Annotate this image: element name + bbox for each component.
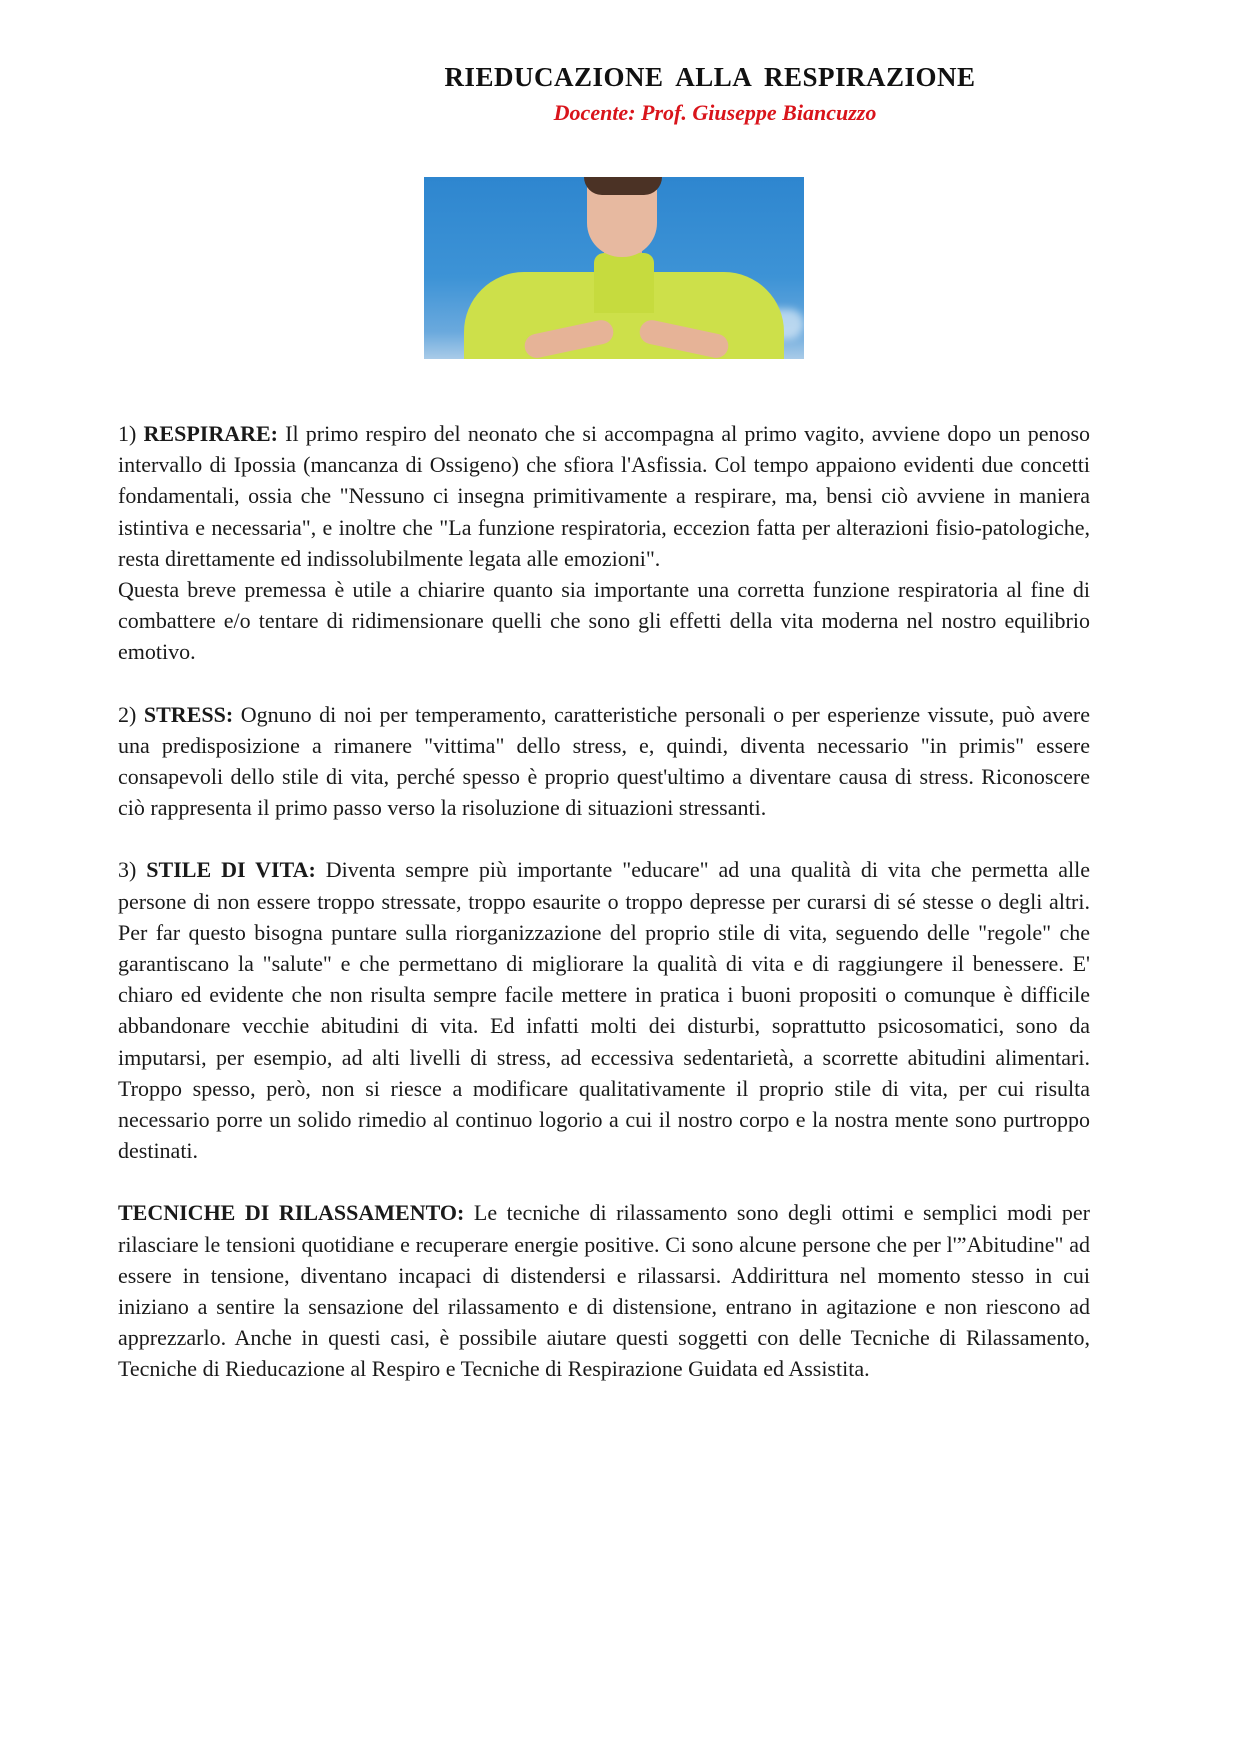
- section-text: Diventa sempre più importante "educare" ad una qualità di vita che permetta alle persone di non essere troppo stressate, troppo esaurite o troppo depresse per curarsi di sé stesse o degli altri. Per far questo bisogna puntare sulla riorganizzazione del proprio stile di vita, seguendo delle "regole" che garantiscano la "salute" e che permettano di migliorare la qualità di vita e di raggiungere il benessere. E' chiaro ed evidente che non risulta sempre facile mettere in pratica i buoni propositi o comunque è difficile abbandonare vecchie abitudini di vita. Ed infatti molti dei disturbi, soprattutto psicosomatici, sono da imputarsi, per esempio, ad alti livelli di stress, ad eccessiva sedentarietà, a scorrette abitudini alimentari. Troppo spesso, però, non si riesce a modificare qualitativamente il proprio stile di vita, per cui risulta necessario porre un solido rimedio al continuo logorio a cui il nostro corpo e la nostra mente sono purtroppo destinati.: [118, 857, 1091, 1164]
- section-heading: STILE DI VITA:: [146, 857, 316, 883]
- section-respirare: [118, 418, 1090, 574]
- section-stress: [118, 699, 1090, 824]
- section-stile-di-vita: [118, 854, 1090, 1166]
- hair-shape: [584, 177, 662, 195]
- section-respirare-continued: Questa breve premessa è utile a chiarire quanto sia importante una corretta funzione respiratoria al fine di combattere e/o tentare di ridimensionare quelli che sono gli effetti della vita moderna nel nostro equilibrio emotivo.: [118, 577, 1090, 665]
- section-text: Ognuno di noi per temperamento, caratteristiche personali o per esperienze vissute, può avere una predisposizione a rimanere "vittima" dello stress, e, quindi, diventa necessario "in primis" essere consapevoli dello stile di vita, perché spesso è proprio quest'ultimo a diventare causa di stress. Riconoscere ciò rappresenta il primo passo verso la risoluzione di situazioni stressanti.: [118, 701, 1091, 821]
- document-subtitle: Docente: Prof. Giuseppe Biancuzzo: [553, 100, 877, 125]
- collar-shape: [594, 253, 654, 313]
- document-body: [118, 418, 1090, 1385]
- section-text: Il primo respiro del neonato che si accompagna al primo vagito, avviene dopo un penoso intervallo di Ipossia (mancanza di Ossigeno) che sfiora l'Asfissia. Col tempo appaiono evidenti due concetti fondamentali, ossia che "Nessuno ci insegna primitivamente a respirare, ma, bensi ciò avviene in maniera istintiva e necessaria", e inoltre che "La funzione respiratoria, eccezion fatta per alterazioni fisio-patologiche, resta direttamente ed indissolubilmente legata alle emozioni".: [118, 421, 1091, 571]
- section-text: Le tecniche di rilassamento sono degli ottimi e semplici modi per rilasciare le tensioni quotidiane e recuperare energie positive. Ci sono alcune persone che per l'”Abitudine" ad essere in tensione, diventano incapaci di distendersi e rilassarsi. Addirittura nel momento stesso in cui iniziano a sentire la sensazione del rilassamento e di distensione, entrano in agitazione e non riescono ad apprezzarlo. Anche in questi casi, è possibile aiutare questi soggetti con delle Tecniche di Rilassamento, Tecniche di Rieducazione al Respiro e Tecniche di Respirazione Guidata ed Assistita.: [118, 1200, 1091, 1382]
- section-number: 3): [118, 857, 137, 883]
- section-heading: TECNICHE DI RILASSAMENTO:: [118, 1200, 465, 1226]
- section-heading: RESPIRARE:: [143, 421, 278, 446]
- section-number: 2): [118, 701, 137, 727]
- section-number: 1): [118, 421, 137, 446]
- section-heading: STRESS:: [143, 701, 234, 727]
- photo-breathing-woman: [424, 177, 804, 359]
- document-title: RIEDUCAZIONE ALLA RESPIRAZIONE: [444, 62, 976, 92]
- section-tecniche-di-rilassamento: [118, 1197, 1090, 1384]
